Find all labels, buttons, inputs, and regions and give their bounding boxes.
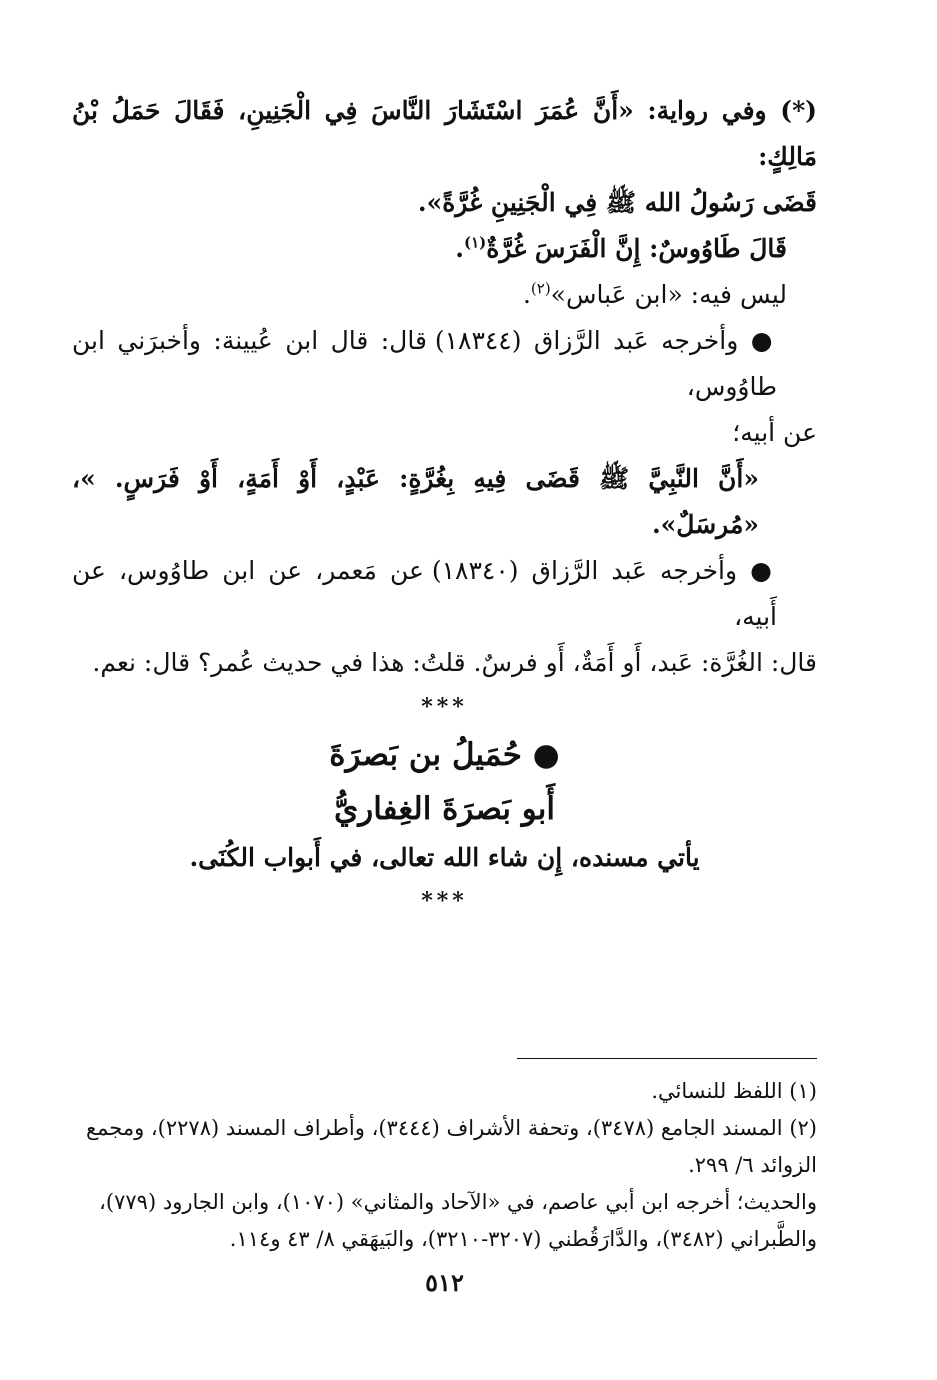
footnote-2-line-1: (٢) المسند الجامع (٣٤٧٨)، وتحفة الأشراف (٣٤٤٤)، وأطراف المسند (٢٢٧٨)، ومجمع bbox=[85, 1116, 817, 1140]
section-title-1: ● حُمَيلُ بن بَصرَةَ bbox=[329, 737, 560, 773]
abdulrazzaq-1-line-2: عن أبيه؛ bbox=[732, 418, 817, 447]
footnotes bbox=[72, 1073, 817, 1258]
footnote-ref-1[interactable]: (١) bbox=[463, 233, 487, 252]
tawus-quote-end: . bbox=[455, 234, 464, 263]
section-title-2: أَبو بَصرَةَ الغِفاريُّ bbox=[333, 791, 556, 827]
separator-stars-bottom: *** bbox=[421, 888, 468, 914]
abdulrazzaq-2-line-1: ● وأخرجه عَبد الرَّزاق (١٨٣٤٠) عن مَعمر، عن ابن طاوُوس، عن أَبيه، bbox=[72, 556, 777, 631]
riwaya-line-1: (*) وفي رواية: «أَنَّ عُمَرَ اسْتَشَارَ النَّاسَ فِي الْجَنِينِ، فَقَالَ حَمَلُ بْنُ مَالِكٍ: bbox=[72, 96, 817, 171]
footnote-divider bbox=[517, 1058, 817, 1059]
footnote-1: (١) اللفظ للنسائي. bbox=[651, 1079, 817, 1103]
main-text bbox=[72, 88, 817, 686]
footnote-3-line-1: والحديث؛ أخرجه ابن أبي عاصم، في «الآحاد والمثاني» (١٠٧٠)، وابن الجارود (٧٧٩)، bbox=[99, 1190, 817, 1214]
tawus-quote bbox=[72, 226, 817, 272]
footnote-3-line-2: والطَّبراني (٣٤٨٢)، والدَّارَقُطني (٣٢٠٧-٣٢١٠)، والبَيهَقي ٨/ ٤٣ و١١٤. bbox=[229, 1227, 817, 1251]
page bbox=[72, 88, 817, 1308]
abdulrazzaq-1-line-1: ● وأخرجه عَبد الرَّزاق (١٨٣٤٤) قال: قال ابن عُيينة: وأخبرَني ابن طاوُوس، bbox=[72, 326, 777, 401]
section-note: يأتي مسنده، إِن شاء الله تعالى، في أَبواب الكُنَى. bbox=[189, 843, 700, 872]
tawus-quote-text: قَالَ طَاوُوسٌ: إِنَّ الْفَرَسَ غُرَّةٌ bbox=[486, 234, 787, 263]
laysa-fihi-text: ليس فيه: «ابن عَباس» bbox=[550, 280, 787, 309]
footnote-ref-2[interactable]: (٢) bbox=[530, 279, 551, 298]
page-number: ٥١٢ bbox=[425, 1268, 464, 1297]
abdulrazzaq-2-line-2: قال: الغُرَّة: عَبد، أَو أَمَةٌ، أَو فرسٌ. قلتُ: هذا في حديث عُمر؟ قال: نعم. bbox=[92, 648, 817, 677]
laysa-fihi-end: . bbox=[522, 280, 531, 309]
laysa-fihi-line bbox=[72, 272, 817, 318]
mursal-hadith: «أَنَّ النَّبِيَّ ﷺ قَضَى فِيهِ بِغُرَّةٍ: عَبْدٍ، أَوْ أَمَةٍ، أَوْ فَرَسٍ. »، «مُرسَلٌ». bbox=[72, 464, 759, 539]
separator-stars-top: *** bbox=[421, 694, 468, 720]
footnote-2-line-2: الزوائد ٦/ ٢٩٩. bbox=[688, 1153, 817, 1177]
riwaya-line-2: قَضَى رَسُولُ الله ﷺ فِي الْجَنِينِ غُرَّةً». bbox=[417, 188, 817, 217]
